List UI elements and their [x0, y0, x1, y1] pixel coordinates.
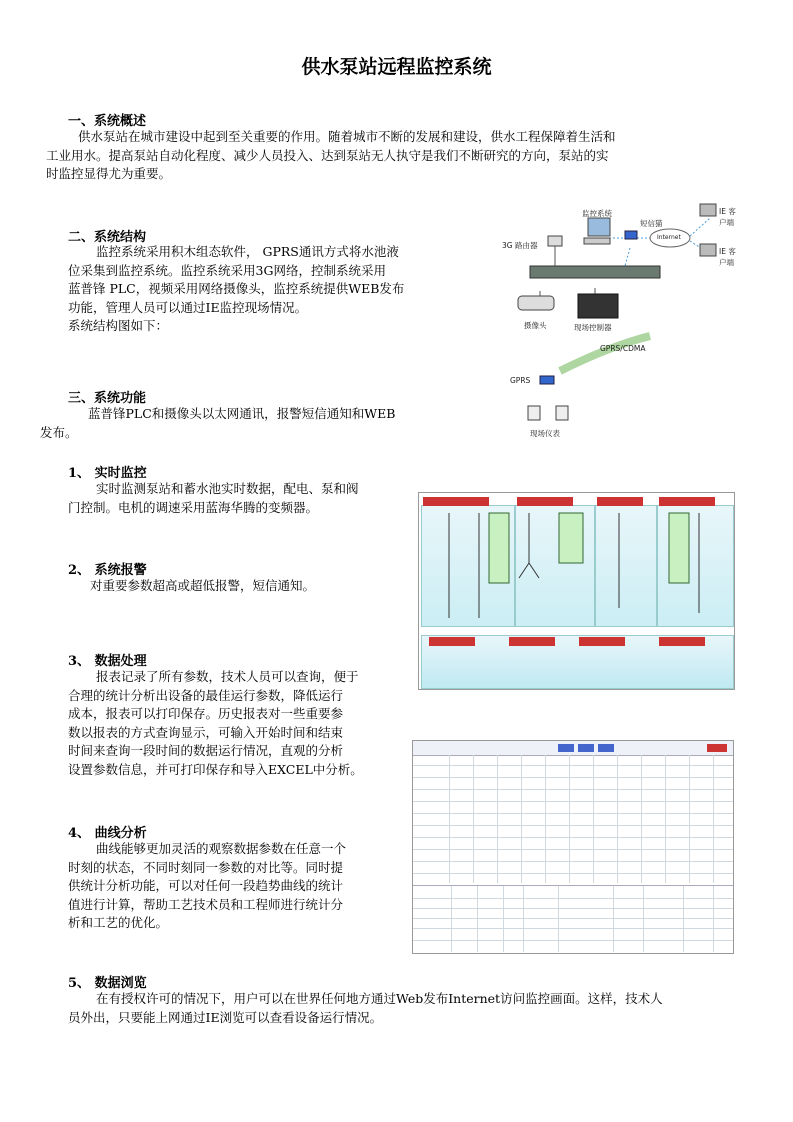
realtime-monitor-screenshot — [418, 492, 735, 690]
diagram-label-internet: Internet — [657, 234, 681, 241]
section-browse-heading: 5、 数据浏览 — [68, 976, 147, 991]
section-alarm-heading: 2、 系统报警 — [68, 563, 147, 578]
section-functions-body — [40, 405, 440, 442]
overview-line-2: 工业用水。提高泵站自动化程度、减少人员投入、达到泵站无人执守是我们不断研究的方向，泵站的实 — [46, 147, 609, 163]
section-realtime-body — [68, 480, 418, 517]
monitor-icon — [588, 218, 610, 236]
diagram-label-client-1: IE 客户端 — [719, 207, 736, 227]
section-structure-body — [68, 243, 458, 336]
data-line-6: 设置参数信息，并可打印保存和导入EXCEL中分析。 — [68, 761, 363, 777]
structure-line-2: 位采集到监控系统。监控系统采用3G网络，控制系统采用 — [68, 262, 386, 278]
router-icon — [548, 236, 562, 246]
section-browse-body — [68, 990, 768, 1027]
structure-line-5: 系统结构图如下： — [68, 318, 169, 333]
meter-icon — [556, 406, 568, 420]
overview-line-3: 时监控显得尤为重要。 — [46, 166, 172, 181]
section-overview-body — [46, 128, 746, 184]
diagram-label-gprs-cdma: GPRS/CDMA — [600, 344, 646, 353]
diagram-label-router: 3G 路由器 — [502, 241, 538, 250]
alarm-line-1: 对重要参数超高或超低报警，短信通知。 — [90, 578, 316, 593]
structure-line-1: 监控系统采用积木组态软件， GPRS通讯方式将水池液 — [96, 244, 399, 259]
browse-line-2: 员外出，只要能上网通过IE浏览可以查看设备运行情况。 — [68, 1009, 383, 1025]
curve-line-4: 值进行计算，帮助工艺技术员和工程师进行统计分 — [68, 896, 344, 912]
report-button — [707, 744, 727, 752]
page-title: 供水泵站远程监控系统 — [301, 56, 492, 78]
report-grid-top — [413, 755, 733, 883]
diagram-label-monitor: 监控系统 — [582, 209, 612, 218]
client-pc-icon — [700, 244, 716, 256]
gprs-module-icon — [540, 376, 554, 384]
section-structure-heading: 二、系统结构 — [68, 230, 147, 245]
report-screenshot — [412, 740, 734, 954]
structure-line-4: 功能，管理人员可以通过IE监控现场情况。 — [68, 299, 308, 315]
structure-line-3: 蓝普锋 PLC，视频采用网络摄像头，监控系统提供WEB发布 — [68, 281, 405, 296]
section-functions-heading: 三、系统功能 — [68, 391, 147, 406]
diagram-label-meter: 现场仪表 — [530, 429, 560, 438]
report-button — [578, 744, 594, 752]
data-line-3: 成本，报表可以打印保存。历史报表对一些重要参 — [68, 706, 344, 721]
report-button — [598, 744, 614, 752]
system-structure-diagram — [500, 196, 740, 442]
section-curve-body — [68, 840, 408, 933]
data-line-1: 报表记录了所有参数，技术人员可以查询，便于 — [96, 669, 359, 684]
section-data-body — [68, 668, 413, 779]
diagram-label-camera: 摄像头 — [524, 321, 547, 330]
section-curve-heading: 4、 曲线分析 — [68, 826, 147, 841]
realtime-line-2: 门控制。电机的调速采用蓝海华腾的变频器。 — [68, 499, 319, 515]
camera-icon — [518, 296, 554, 310]
section-realtime-heading: 1、 实时监控 — [68, 466, 147, 481]
diagram-label-plc: 现场控制器 — [574, 323, 612, 332]
report-grid-bottom — [413, 885, 733, 952]
diagram-label-gprs: GPRS — [510, 376, 531, 385]
curve-line-2: 时刻的状态，不同时刻同一参数的对比等。同时提 — [68, 859, 344, 875]
diagram-label-sms: 短信猫 — [640, 219, 663, 228]
client-pc-icon — [700, 204, 716, 216]
section-data-heading: 3、 数据处理 — [68, 654, 147, 669]
functions-line-1: 蓝普锋PLC和摄像头以太网通讯，报警短信通知和WEB — [88, 406, 396, 421]
data-line-2: 合理的统计分析出设备的最佳运行参数，降低运行 — [68, 687, 344, 703]
diagram-label-client-2: IE 客户端 — [719, 247, 736, 267]
data-line-4: 数以报表的方式查询显示，可输入开始时间和结束 — [68, 724, 344, 740]
section-overview-heading: 一、系统概述 — [68, 114, 147, 129]
overview-line-1: 供水泵站在城市建设中起到至关重要的作用。随着城市不断的发展和建设，供水工程保障着生活和 — [78, 129, 616, 144]
meter-icon — [528, 406, 540, 420]
realtime-line-1: 实时监测泵站和蓄水池实时数据，配电、泵和阀 — [96, 481, 359, 496]
data-line-5: 时间来查询一段时间的数据运行情况，直观的分析 — [68, 743, 344, 758]
wireless-link-icon — [560, 336, 650, 371]
curve-line-5: 析和工艺的优化。 — [68, 915, 169, 930]
report-button — [558, 744, 574, 752]
browse-line-1: 在有授权许可的情况下，用户可以在世界任何地方通过Web发布Internet访问监控画面。这样，技术人 — [96, 991, 663, 1006]
sms-modem-icon — [625, 231, 637, 239]
plc-icon — [578, 294, 618, 318]
curve-line-1: 曲线能够更加灵活的观察数据参数在任意一个 — [96, 841, 347, 856]
functions-line-2: 发布。 — [40, 424, 78, 440]
curve-line-3: 供统计分析功能，可以对任何一段趋势曲线的统计 — [68, 878, 344, 893]
switch-icon — [530, 266, 660, 278]
